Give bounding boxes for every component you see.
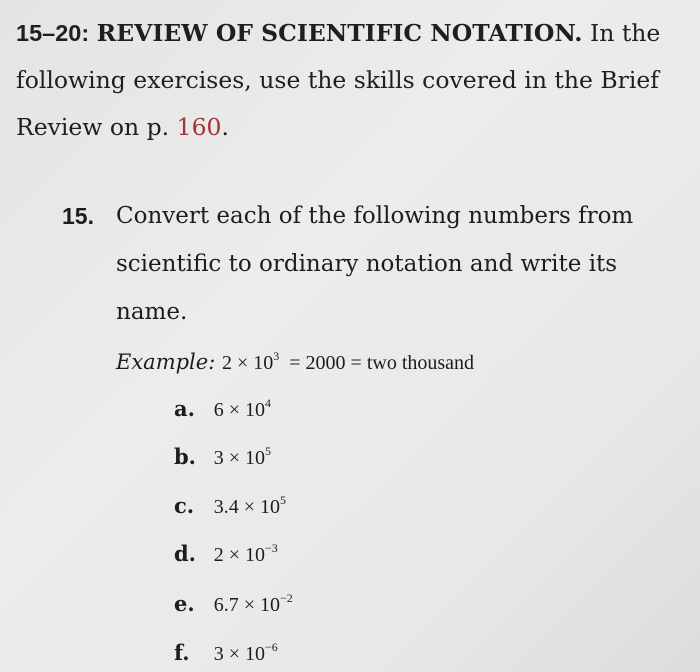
item-exponent: −2 xyxy=(279,591,293,605)
item-base: 10 xyxy=(244,544,265,566)
item-coefficient: 6 xyxy=(213,399,224,421)
item-coefficient: 3 xyxy=(213,643,224,665)
item-base: 10 xyxy=(244,643,265,665)
item-base: 10 xyxy=(244,447,265,469)
item-letter: d. xyxy=(174,541,196,566)
page-reference: 160 xyxy=(176,113,222,141)
item-expression xyxy=(213,640,278,665)
item-exponent: 5 xyxy=(279,493,286,507)
item-times: × xyxy=(243,594,255,616)
section-number: 15–20: xyxy=(16,20,90,46)
example-equals-2: = xyxy=(350,352,362,374)
example-line xyxy=(116,344,474,381)
item-letter: b. xyxy=(174,444,196,469)
list-item-c xyxy=(174,489,286,523)
example-times: × xyxy=(236,352,249,374)
item-letter: c. xyxy=(174,493,195,518)
problem-text: Convert each of the following numbers from scientific to ordinary notation and write its name. xyxy=(116,203,634,325)
example-exponent: 3 xyxy=(273,349,280,363)
item-letter: f. xyxy=(174,640,190,665)
item-coefficient: 3.4 xyxy=(213,496,239,518)
item-expression xyxy=(213,396,271,421)
list-item-a xyxy=(174,392,271,426)
item-times: × xyxy=(228,544,240,566)
item-exponent: 5 xyxy=(264,444,271,458)
section-title: REVIEW OF SCIENTIFIC NOTATION. xyxy=(96,19,583,47)
item-base: 10 xyxy=(259,496,280,518)
example-equals-1: = xyxy=(289,352,301,374)
list-item-f xyxy=(174,636,278,670)
example-coefficient: 2 xyxy=(221,352,232,374)
list-item-d xyxy=(174,537,278,571)
item-letter: e. xyxy=(174,591,195,616)
example-expression xyxy=(221,349,475,374)
item-exponent: −6 xyxy=(264,640,278,654)
section-instructions: In the following exercises, use the skills covered in the Brief Review on p. xyxy=(16,19,661,141)
item-expression xyxy=(213,493,286,518)
list-item-e xyxy=(174,587,293,621)
item-times: × xyxy=(228,643,240,665)
header-end-punct: . xyxy=(221,113,229,141)
item-exponent: −3 xyxy=(264,541,278,555)
item-base: 10 xyxy=(244,399,265,421)
item-letter: a. xyxy=(174,396,195,421)
item-expression xyxy=(213,591,293,616)
example-name: two thousand xyxy=(366,352,475,374)
list-item-b xyxy=(174,440,271,474)
problem-number: 15. xyxy=(62,203,94,229)
item-times: × xyxy=(228,447,240,469)
item-times: × xyxy=(228,399,240,421)
item-base: 10 xyxy=(259,594,280,616)
example-value: 2000 xyxy=(305,352,346,374)
item-exponent: 4 xyxy=(264,396,271,410)
section-header xyxy=(16,10,686,151)
item-coefficient: 6.7 xyxy=(213,594,239,616)
item-coefficient: 2 xyxy=(213,544,224,566)
example-label: Example: xyxy=(116,350,216,374)
item-expression xyxy=(213,541,278,566)
item-coefficient: 3 xyxy=(213,447,224,469)
item-expression xyxy=(213,444,271,469)
item-times: × xyxy=(243,496,255,518)
example-base: 10 xyxy=(253,352,274,374)
